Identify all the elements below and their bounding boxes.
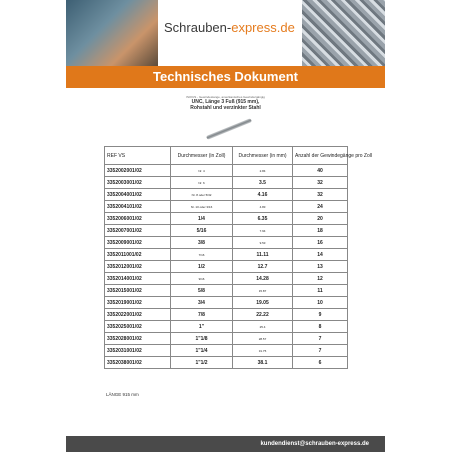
cell-diameter-mm: 7.94	[233, 225, 293, 237]
table-row	[105, 333, 348, 345]
table-row	[105, 189, 348, 201]
cell-ref: 3352014001/02	[105, 273, 171, 285]
table-row	[105, 297, 348, 309]
spec-table	[104, 146, 372, 369]
table-row	[105, 165, 348, 177]
document-page	[66, 0, 385, 452]
cell-diameter-mm: 38.1	[233, 357, 293, 369]
table-row	[105, 285, 348, 297]
cell-diameter-mm: 25.4	[233, 321, 293, 333]
table-row	[105, 237, 348, 249]
document-title: Technisches Dokument	[153, 69, 298, 84]
cell-diameter-inch: Nr. 8 oder 5/32	[171, 189, 233, 201]
cell-diameter-mm: 4.16	[233, 189, 293, 201]
cell-threads-per-inch: 11	[293, 285, 348, 297]
header-photo-tools	[66, 0, 158, 66]
table-row	[105, 273, 348, 285]
length-note: LÄNGE 915 mm	[106, 392, 139, 397]
cell-threads-per-inch: 9	[293, 309, 348, 321]
cell-threads-per-inch: 16	[293, 237, 348, 249]
cell-diameter-mm: 19.05	[233, 297, 293, 309]
subtitle-line-1: ISO/US - Gewindestange, amerikanisches Gewinde/gängig	[186, 95, 265, 99]
cell-threads-per-inch: 32	[293, 189, 348, 201]
cell-ref: 3352012001/02	[105, 261, 171, 273]
header-banner	[66, 0, 385, 66]
table-row	[105, 213, 348, 225]
table-row	[105, 309, 348, 321]
header-threads-per-inch: Anzahl der Gewindegänge pro Zoll	[293, 147, 348, 165]
cell-diameter-inch: 3/8	[171, 237, 233, 249]
table-row	[105, 225, 348, 237]
cell-diameter-inch: 1"1/4	[171, 345, 233, 357]
header-diameter-mm: Durchmesser (in mm)	[233, 147, 293, 165]
table-row	[105, 261, 348, 273]
cell-diameter-mm: 22.22	[233, 309, 293, 321]
cell-diameter-inch: 5/16	[171, 225, 233, 237]
cell-threads-per-inch: 7	[293, 345, 348, 357]
cell-threads-per-inch: 14	[293, 249, 348, 261]
cell-diameter-mm: 31.75	[233, 345, 293, 357]
cell-ref: 3352015001/02	[105, 285, 171, 297]
cell-diameter-inch: 9/16	[171, 273, 233, 285]
cell-threads-per-inch: 20	[293, 213, 348, 225]
cell-ref: 3352003001/02	[105, 177, 171, 189]
cell-diameter-mm: 14.28	[233, 273, 293, 285]
cell-threads-per-inch: 10	[293, 297, 348, 309]
cell-ref: 3352038001/02	[105, 357, 171, 369]
cell-diameter-mm: 28.57	[233, 333, 293, 345]
header-photo-screws	[302, 0, 385, 66]
table-row	[105, 249, 348, 261]
logo-main-text: Schrauben-	[164, 20, 232, 35]
cell-threads-per-inch: 18	[293, 225, 348, 237]
threaded-rod-image	[206, 118, 252, 140]
cell-diameter-mm: 15.87	[233, 285, 293, 297]
table-body	[105, 165, 348, 369]
cell-diameter-mm: 9.53	[233, 237, 293, 249]
cell-diameter-inch: 3/4	[171, 297, 233, 309]
cell-diameter-inch: 1"1/8	[171, 333, 233, 345]
cell-diameter-inch: 1/2	[171, 261, 233, 273]
cell-ref: 3352022001/02	[105, 309, 171, 321]
cell-diameter-inch: Nr. 4	[171, 165, 233, 177]
cell-ref: 3352011001/02	[105, 249, 171, 261]
header-diameter-inch: Durchmesser (in Zoll)	[171, 147, 233, 165]
cell-threads-per-inch: 32	[293, 177, 348, 189]
cell-ref: 3352004101/02	[105, 201, 171, 213]
logo-accent-text: express.de	[231, 20, 295, 35]
cell-threads-per-inch: 6	[293, 357, 348, 369]
cell-threads-per-inch: 12	[293, 273, 348, 285]
cell-ref: 3352009001/02	[105, 237, 171, 249]
cell-diameter-mm: 4.83	[233, 201, 293, 213]
cell-diameter-mm: 2.84	[233, 165, 293, 177]
subtitle-line-3: Rohstahl und verzinkter Stahl	[190, 105, 261, 111]
cell-threads-per-inch: 8	[293, 321, 348, 333]
cell-threads-per-inch: 40	[293, 165, 348, 177]
cell-ref: 3352019001/02	[105, 297, 171, 309]
table-row	[105, 357, 348, 369]
cell-diameter-inch: 1"1/2	[171, 357, 233, 369]
cell-diameter-mm: 6.35	[233, 213, 293, 225]
cell-diameter-mm: 11.11	[233, 249, 293, 261]
cell-diameter-inch: 7/8	[171, 309, 233, 321]
cell-ref: 3352002001/02	[105, 165, 171, 177]
cell-ref: 3352031001/02	[105, 345, 171, 357]
table-row	[105, 177, 348, 189]
table-row	[105, 345, 348, 357]
cell-diameter-inch: Nr. 6	[171, 177, 233, 189]
header-ref: REF VS	[105, 147, 171, 165]
cell-threads-per-inch: 7	[293, 333, 348, 345]
cell-diameter-inch: 1/4	[171, 213, 233, 225]
cell-ref: 3352007001/02	[105, 225, 171, 237]
table-row	[105, 321, 348, 333]
cell-diameter-mm: 12.7	[233, 261, 293, 273]
footer-email-link[interactable]: kundendienst@schrauben-express.de	[260, 441, 369, 447]
cell-ref: 3352025001/02	[105, 321, 171, 333]
subtitle-line-2: UNC, Länge 3 Fuß (915 mm),	[191, 99, 260, 105]
cell-diameter-mm: 3.5	[233, 177, 293, 189]
cell-ref: 3352004001/02	[105, 189, 171, 201]
title-band	[66, 66, 385, 88]
cell-ref: 3352006001/02	[105, 213, 171, 225]
cell-threads-per-inch: 24	[293, 201, 348, 213]
cell-diameter-inch: 5/8	[171, 285, 233, 297]
footer-band	[66, 436, 385, 452]
table-row	[105, 201, 348, 213]
table-header-row	[105, 147, 348, 165]
cell-diameter-inch: 1"	[171, 321, 233, 333]
cell-threads-per-inch: 13	[293, 261, 348, 273]
product-description	[66, 95, 385, 111]
brand-logo[interactable]	[164, 20, 295, 35]
cell-diameter-inch: 7/16	[171, 249, 233, 261]
cell-diameter-inch: Nr. 10 oder 3/16	[171, 201, 233, 213]
cell-ref: 3352028001/02	[105, 333, 171, 345]
